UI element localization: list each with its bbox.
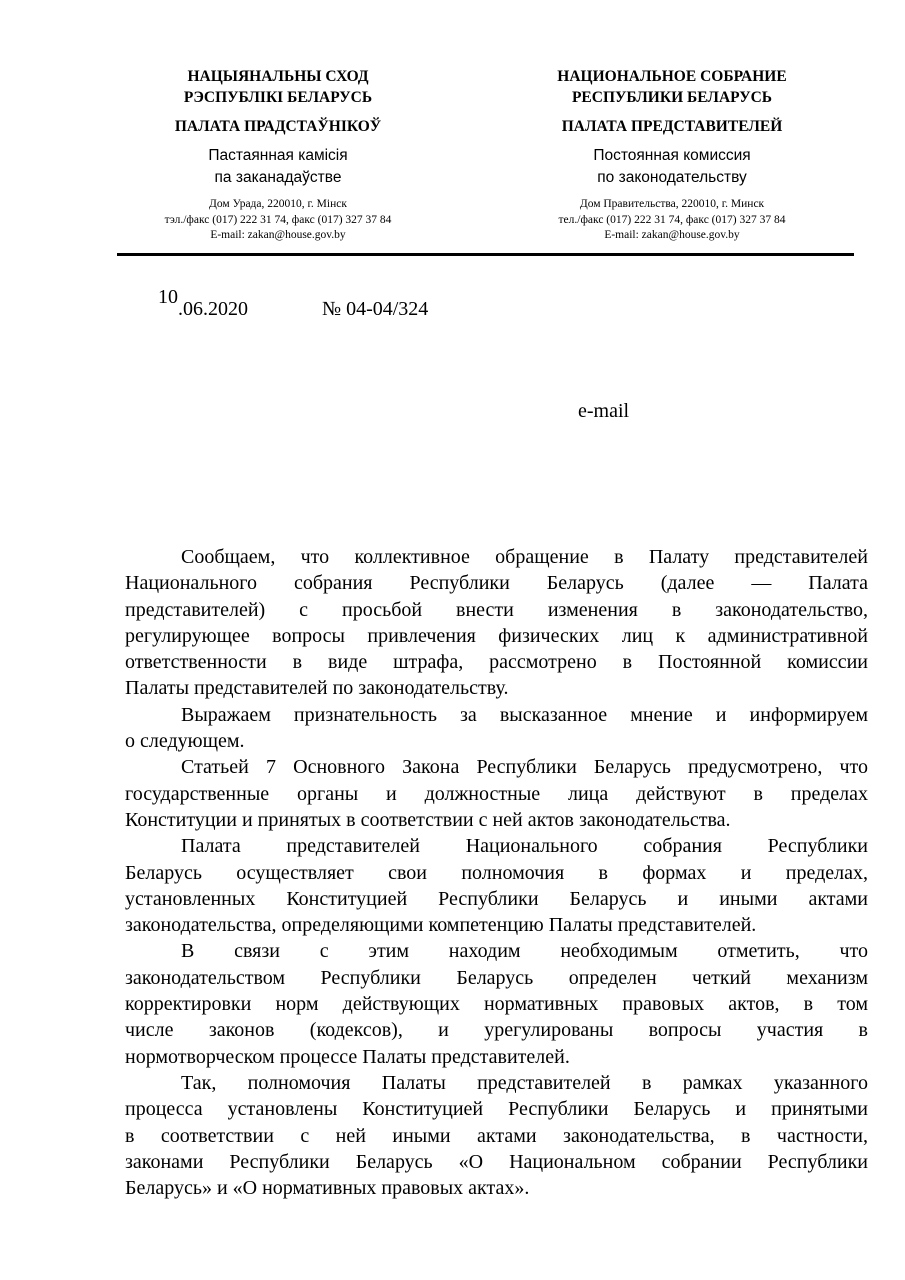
text-line: корректировки норм действующих нормативных правовых актов, в том bbox=[125, 993, 868, 1016]
text-line: Палаты представителей по законодательству. bbox=[125, 677, 509, 700]
text-line: Так, полномочия Палаты представителей в рамках указанного bbox=[181, 1071, 868, 1094]
phone: тэл./факс (017) 222 31 74, факс (017) 327 37 84 bbox=[164, 213, 392, 226]
org-name-line1: НАЦЫЯНАЛЬНЫ СХОД bbox=[187, 68, 369, 85]
address: Дом Правительства, 220010, г. Минск bbox=[579, 198, 765, 210]
document-number: № 04-04/324 bbox=[322, 298, 429, 320]
paragraph bbox=[125, 544, 868, 702]
org-name-line1: НАЦИОНАЛЬНОЕ СОБРАНИЕ bbox=[557, 68, 787, 85]
paragraph bbox=[125, 938, 868, 1069]
text-line: Сообщаем, что коллективное обращение в Палату представителей bbox=[181, 546, 868, 568]
phone: тел./факс (017) 222 31 74, факс (017) 327 37 84 bbox=[558, 213, 786, 226]
text-line: нормотворческом процессе Палаты представителей. bbox=[125, 1045, 570, 1068]
paragraph bbox=[125, 702, 868, 755]
text-line: числе законов (кодексов), и урегулированы вопросы участия в bbox=[125, 1019, 868, 1042]
commission-line1: Постоянная комиссия bbox=[593, 147, 751, 164]
letterhead-belarusian bbox=[88, 66, 468, 244]
paragraph bbox=[125, 754, 868, 833]
chamber-name: ПАЛАТА ПРАДСТАЎНІКОЎ bbox=[174, 118, 382, 135]
date-month-year: .06.2020 bbox=[178, 298, 248, 320]
text-line: Выражаем признательность за высказанное мнение и информируем bbox=[181, 703, 868, 726]
text-line: Палата представителей Национального собрания Республики bbox=[181, 835, 868, 858]
text-line: законодательством Республики Беларусь определен четкий механизм bbox=[125, 966, 868, 989]
contact-block bbox=[88, 197, 468, 244]
text-line: представителей) с просьбой внести изменения в законодательство, bbox=[125, 598, 868, 621]
text-line: Статьей 7 Основного Закона Республики Беларусь предусмотрено, что bbox=[181, 756, 868, 779]
text-line: процесса установлены Конституцией Республики Беларусь и принятыми bbox=[125, 1098, 868, 1121]
contact-block bbox=[482, 197, 862, 244]
document-date bbox=[158, 286, 248, 321]
text-line: Национального собрания Республики Беларусь (далее — Палата bbox=[125, 572, 868, 595]
text-line: о следующем. bbox=[125, 730, 245, 753]
org-name-line2: РЕСПУБЛИКИ БЕЛАРУСЬ bbox=[571, 89, 773, 106]
letterhead-russian bbox=[482, 66, 862, 244]
commission-line2: по законодательству bbox=[597, 169, 747, 186]
paragraph bbox=[125, 1070, 868, 1201]
commission-line2: па заканадаўстве bbox=[214, 169, 342, 186]
text-line: установленных Конституцией Республики Беларусь и иными актами bbox=[125, 887, 868, 910]
text-line: Беларусь осуществляет свои полномочия в формах и пределах, bbox=[125, 861, 868, 884]
org-name-line2: РЭСПУБЛІКІ БЕЛАРУСЬ bbox=[183, 89, 373, 106]
commission-name bbox=[88, 145, 468, 189]
text-line: законами Республики Беларусь «О Национальном собрании Республики bbox=[125, 1150, 868, 1173]
text-line: в соответствии с ней иными актами законодательства, в частности, bbox=[125, 1124, 868, 1147]
text-line: ответственности в виде штрафа, рассмотрено в Постоянной комиссии bbox=[125, 651, 868, 674]
text-line: Конституции и принятых в соответствии с ней актов законодательства. bbox=[125, 808, 731, 831]
email: E-mail: zakan@house.gov.by bbox=[210, 229, 346, 241]
text-line: законодательства, определяющими компетенцию Палаты представителей. bbox=[125, 914, 757, 937]
recipient: e-mail bbox=[578, 400, 630, 422]
text-line: В связи с этим находим необходимым отметить, что bbox=[181, 940, 868, 963]
text-line: Беларусь» и «О нормативных правовых актах». bbox=[125, 1177, 530, 1200]
commission-name bbox=[482, 145, 862, 189]
header-divider bbox=[117, 253, 854, 256]
text-line: государственные органы и должностные лица действуют в пределах bbox=[125, 782, 868, 805]
date-day: 10 bbox=[158, 286, 178, 308]
letter-body bbox=[125, 544, 868, 1201]
commission-line1: Пастаянная камісія bbox=[208, 147, 348, 164]
address: Дом Урада, 220010, г. Мінск bbox=[209, 198, 347, 210]
paragraph bbox=[125, 833, 868, 938]
email: E-mail: zakan@house.gov.by bbox=[604, 229, 740, 241]
chamber-name: ПАЛАТА ПРЕДСТАВИТЕЛЕЙ bbox=[561, 118, 783, 135]
text-line: регулирующее вопросы привлечения физических лиц к административной bbox=[125, 624, 868, 647]
